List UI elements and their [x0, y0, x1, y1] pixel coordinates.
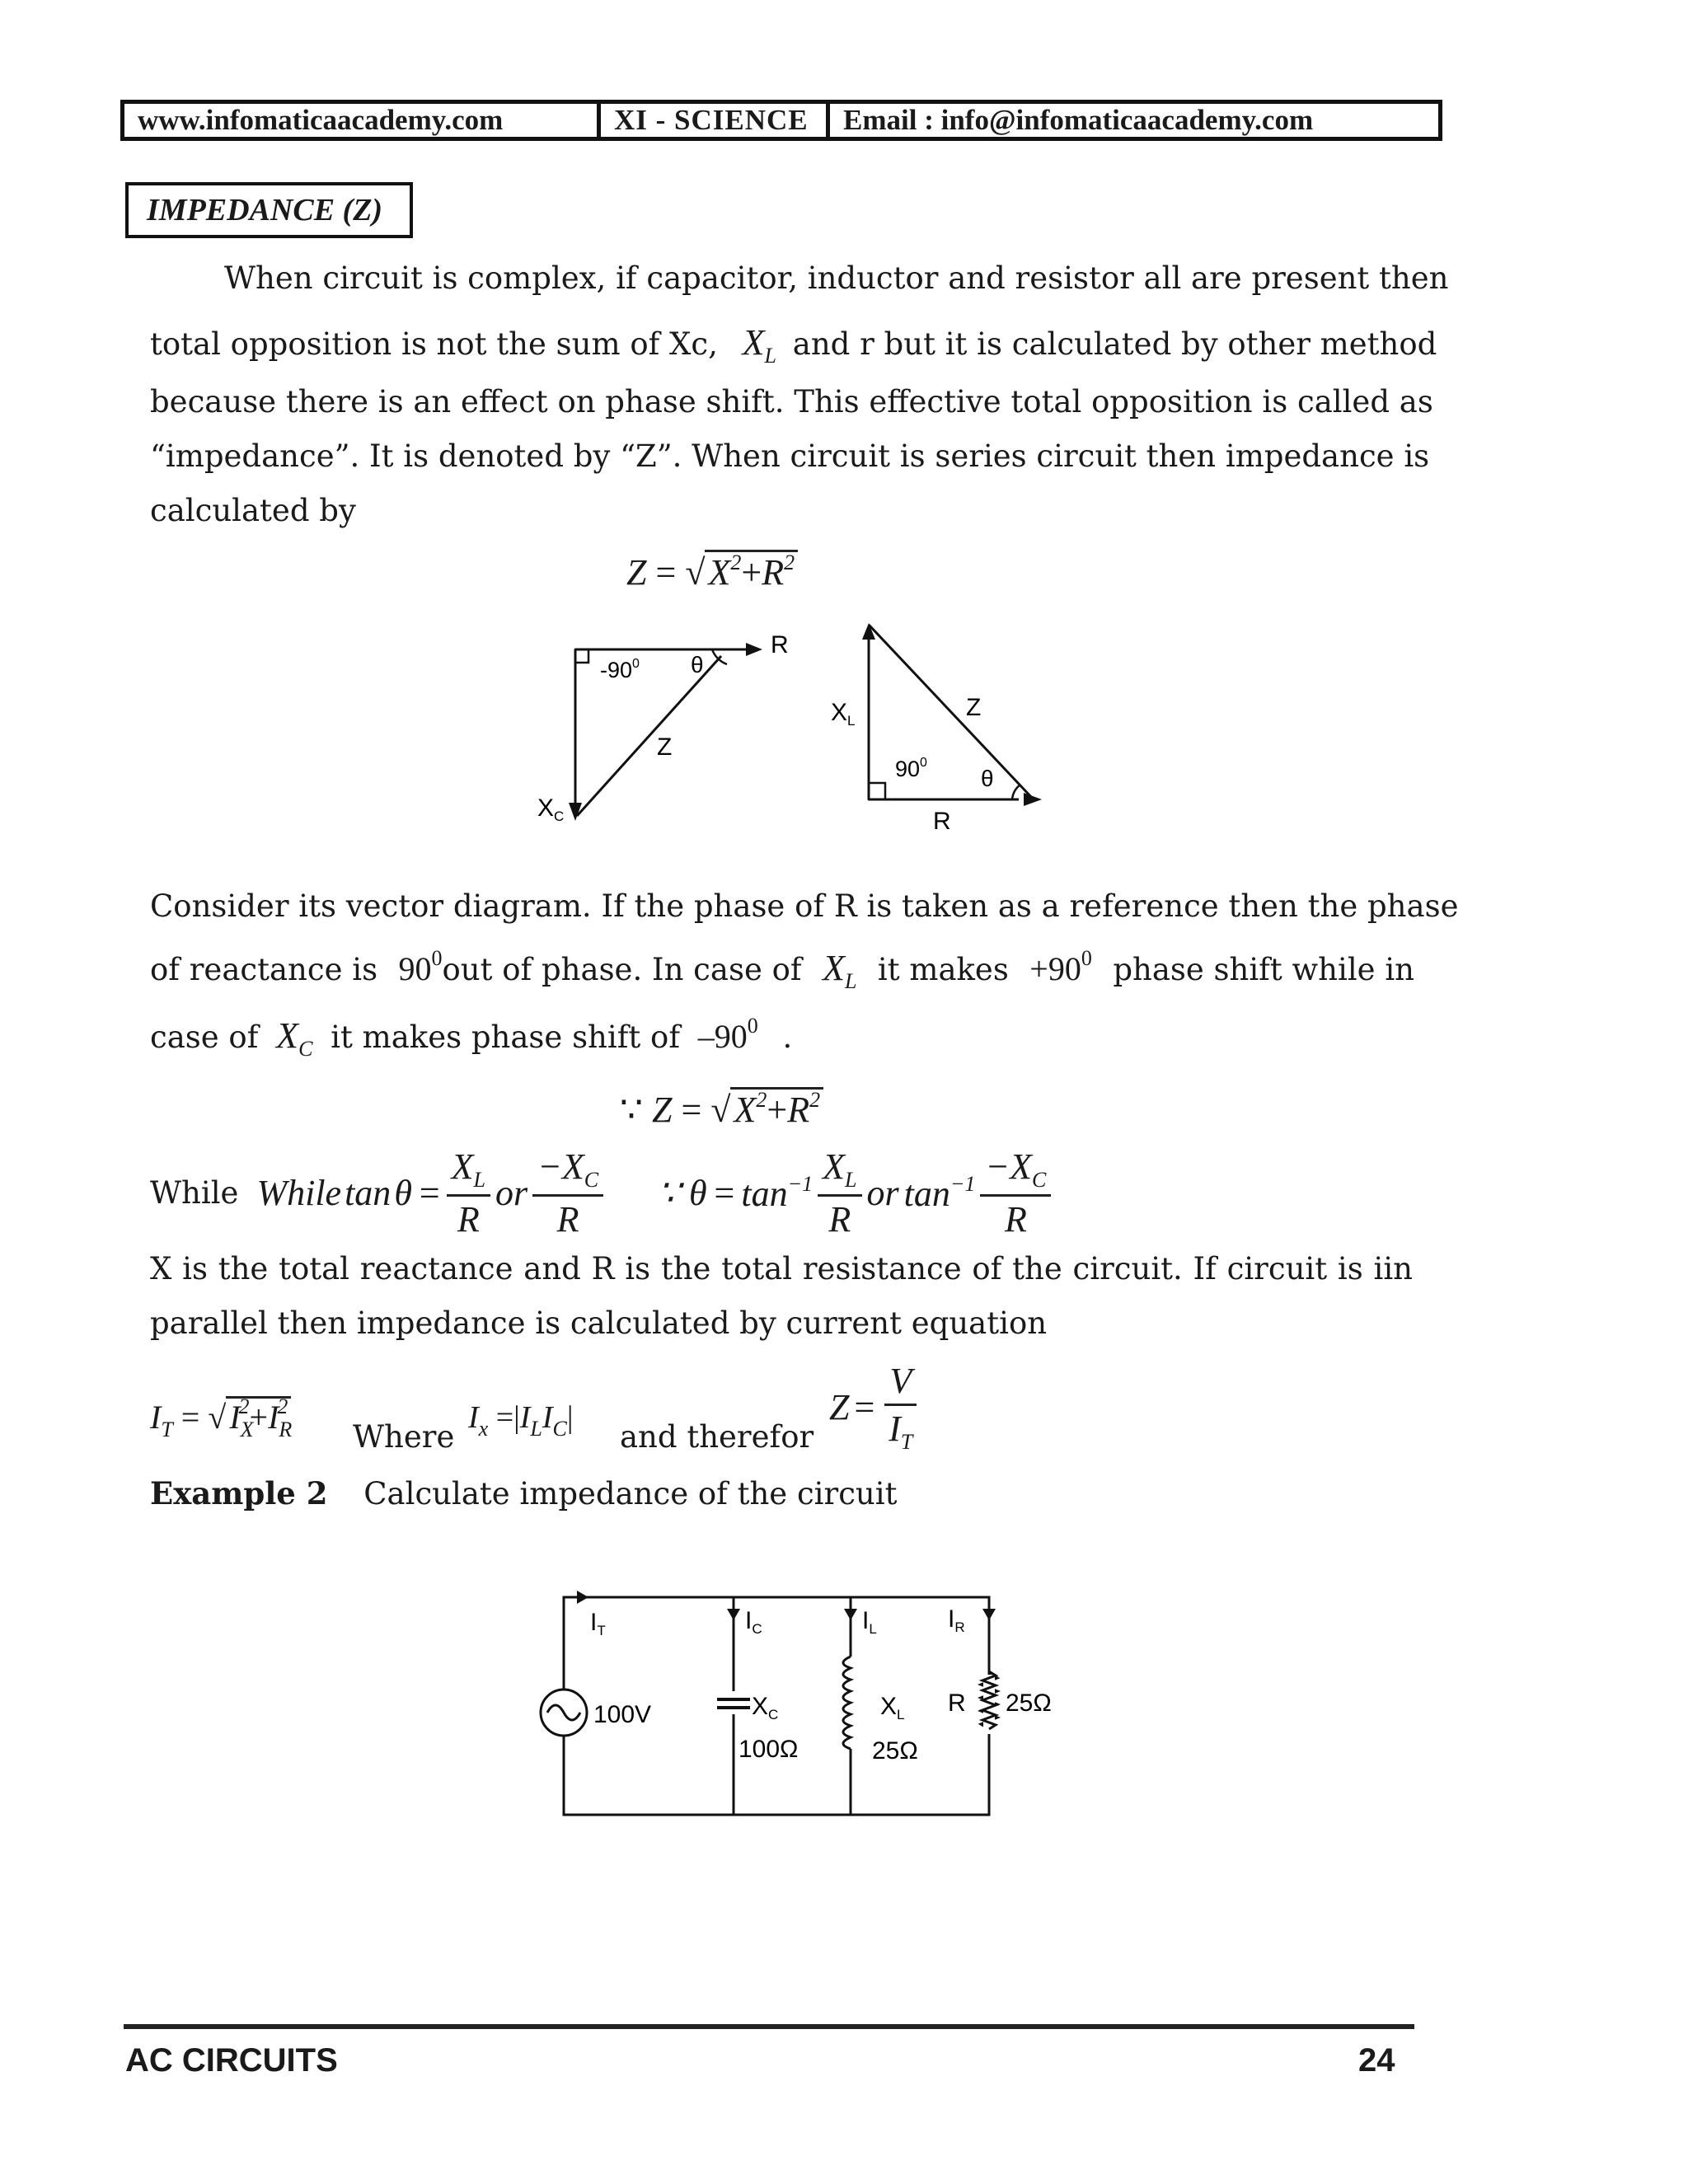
theta-symbol: θ [394, 1173, 412, 1213]
svg-text:IL [862, 1607, 877, 1637]
frac-xl-r-2 [818, 1146, 861, 1240]
formula-plus: + [741, 552, 762, 593]
frac-den-r2: R [556, 1199, 579, 1240]
il-l: L [530, 1417, 542, 1441]
inductive-vector-diagram [816, 613, 1063, 836]
label-angle-sup: 0 [632, 657, 640, 671]
label-xl: X [831, 699, 848, 726]
because-sq-1: 2 [756, 1088, 767, 1112]
right-angle-mark [575, 649, 588, 663]
it-i: I [150, 1399, 162, 1436]
it-t: T [161, 1418, 173, 1441]
label-r: R [771, 631, 789, 658]
it-label: I [590, 1609, 598, 1636]
label-angle: -90 [600, 658, 633, 682]
header-class: XI - SCIENCE [601, 104, 830, 137]
v-num: V [884, 1360, 917, 1406]
header-email: Email : info@infomaticaacademy.com [843, 104, 1314, 136]
xc-label: X [752, 1693, 769, 1720]
it-label-sub: T [597, 1623, 606, 1638]
svg-text:XL [880, 1693, 904, 1722]
label-angle-sup-right: 0 [920, 756, 927, 770]
while-label: While [150, 1175, 239, 1211]
ic-label: I [745, 1607, 753, 1634]
capacitive-vector-diagram [528, 626, 791, 841]
frac2-num-c: C [1032, 1168, 1047, 1192]
ir-i: I [268, 1399, 279, 1436]
il-label: I [862, 1607, 870, 1634]
svg-text:XC [752, 1693, 778, 1722]
footer-rule [124, 2024, 1414, 2029]
because-r: R [787, 1090, 810, 1130]
svg-text:-900 [600, 657, 640, 682]
vector-xl-symbol: $X_L$ [823, 948, 857, 993]
where-word: Where [353, 1419, 455, 1455]
formula-x: X [708, 552, 731, 593]
frac-num-mxc: −X [537, 1146, 584, 1187]
frac-num-l: L [473, 1168, 485, 1192]
vector-90: 90 [398, 950, 432, 987]
theta-arc-right [1012, 785, 1020, 799]
tan-word: tan [345, 1173, 392, 1213]
frac2-den-r2: R [1004, 1199, 1027, 1240]
ir-label: I [948, 1605, 955, 1633]
ir-r: R [279, 1418, 293, 1441]
ir-arrow [982, 1609, 996, 1620]
or-word-2: or [866, 1173, 899, 1213]
vector-line-1: Consider its vector diagram. If the phase of R is taken as a reference then the phase [150, 888, 1459, 924]
r-arrowhead [746, 643, 762, 656]
vector-l2f: phase shift while in [1113, 952, 1414, 987]
xl-value: 25Ω [872, 1737, 918, 1765]
il-i: I [519, 1400, 531, 1435]
frac-xc-r [532, 1146, 603, 1240]
tan-word-3: tan [903, 1173, 950, 1214]
because-eq: = [681, 1090, 702, 1130]
label-r-right: R [933, 808, 951, 835]
example-label: Example 2 [150, 1475, 328, 1511]
il-label-sub: L [869, 1621, 877, 1637]
xl-label-sub: L [897, 1707, 905, 1722]
il-arrow [844, 1609, 857, 1620]
while-italic: While [256, 1173, 342, 1213]
svg-text:XC [537, 794, 564, 824]
xc-label-sub: C [768, 1707, 779, 1722]
formula-sq-2: 2 [784, 551, 795, 574]
frac-den-r: R [457, 1199, 480, 1240]
svg-text:900 [895, 756, 927, 781]
vector-l2c: out of phase. In case of [442, 952, 802, 987]
because-plus: + [767, 1090, 788, 1130]
vector-line-3: case of $X_C$ it makes phase shift of $-90^0$ . [150, 1014, 793, 1061]
example-text: Calculate impedance of the circuit [363, 1476, 898, 1511]
because-sq-2: 2 [809, 1088, 821, 1112]
intro-line-3: because there is an effect on phase shift. This effective total opposition is called as [150, 384, 1433, 419]
it-den-sub: T [900, 1430, 913, 1454]
header-website: www.infomaticaacademy.com [124, 104, 601, 137]
reactance-line-1: X is the total reactance and R is the total resistance of the circuit. If circuit is iin [150, 1251, 1413, 1286]
intro-line-4: “impedance”. It is denoted by “Z”. When circuit is series circuit then impedance is [150, 438, 1430, 474]
label-xc: X [537, 794, 555, 822]
label-z: Z [657, 733, 673, 761]
svg-text:IT [590, 1609, 606, 1638]
svg-text:IR [948, 1605, 965, 1635]
intro-line-5: calculated by [150, 493, 356, 528]
vector-xc-symbol: $X_C$ [276, 1015, 313, 1061]
r-label: R [948, 1690, 966, 1717]
ix-sub: x [478, 1417, 489, 1441]
right-angle-mark-right [869, 783, 885, 799]
ix-i: I [229, 1399, 241, 1436]
vector-period: . [782, 1019, 793, 1055]
intro-line-2 [150, 321, 1437, 368]
z-hypotenuse-right [869, 625, 1032, 798]
r-arrowhead-right [1024, 793, 1042, 806]
because-formula: ∵ $Z = √X^2+R^2$ [620, 1088, 823, 1131]
frac-num-c: C [584, 1168, 599, 1192]
or-word-1: or [495, 1173, 528, 1213]
formula-eq: = [655, 552, 677, 593]
example-line [150, 1475, 897, 1511]
frac2-num-x: X [823, 1146, 846, 1187]
intro-line-1: When circuit is complex, if capacitor, inductor and resistor all are present then [224, 260, 1449, 296]
frac-xl-r [447, 1146, 490, 1240]
ix-x: X [240, 1418, 254, 1441]
r-value: 25Ω [1006, 1690, 1052, 1717]
theta-symbol-2: θ [689, 1173, 707, 1213]
label-z-right: Z [966, 694, 982, 721]
ic-arrow [727, 1609, 740, 1620]
label-angle-right: 90 [895, 757, 921, 781]
intro-line-2a: total opposition is not the sum of Xc, [150, 326, 718, 362]
xl-label: X [880, 1693, 898, 1720]
label-xl-sub: L [847, 713, 856, 729]
formula-z: Z [626, 552, 647, 593]
frac2-den-r: R [828, 1199, 851, 1240]
vector-l2d: it makes [877, 952, 1009, 987]
source-voltage: 100V [593, 1701, 652, 1728]
formula-sq-1: 2 [730, 551, 742, 574]
ic-c: C [552, 1417, 567, 1441]
because-symbol-2: ∵ [658, 1173, 682, 1213]
label-theta-right: θ [981, 766, 994, 791]
vector-line-2: of reactance is $90^0out$ of phase. In case of $X_L$ it makes $+90^0$ phase shift while in [150, 946, 1414, 993]
footer-title: AC CIRCUITS [125, 2042, 338, 2079]
vector-l3b: it makes phase shift of [331, 1019, 681, 1055]
z-hypotenuse [577, 656, 721, 816]
page-header [120, 100, 1442, 141]
it-formula: $I_T$ = √ $I_X^2+I_R^2$ [150, 1394, 293, 1441]
because-z: Z [652, 1090, 673, 1130]
vector-l2a: of reactance is [150, 952, 378, 987]
formula-r: R [762, 552, 785, 593]
tan-formula-line: While While tan θ = $\frac{X_L}{R}$ or $\frac{-X_C}{R}$ ∵ θ = $\tan^{-1}$ $\frac{X_L}{R}$ or $\tan^{-1}$ $\frac{-X_C}{R}$ [150, 1146, 1056, 1240]
svg-text:IC [745, 1607, 762, 1637]
ic-label-sub: C [752, 1621, 762, 1637]
ix-formula: $I_x =|I_LI_C|$ [468, 1400, 574, 1441]
tan-word-2: tan [741, 1173, 788, 1214]
ix-sq: 2 [238, 1394, 250, 1418]
label-xc-sub: C [554, 808, 565, 824]
ix-main: I [468, 1400, 479, 1435]
reactance-line-2: parallel then impedance is calculated by current equation [150, 1305, 1048, 1341]
frac2-num-mxc: −X [985, 1146, 1032, 1187]
frac-num-x: X [451, 1146, 474, 1187]
vector-l3a: case of [150, 1019, 259, 1055]
vector-plus90: +90 [1029, 950, 1081, 987]
vector-minus90: –90 [697, 1018, 748, 1055]
z-symbol: Z [829, 1387, 850, 1427]
and-therefor: and therefor [620, 1419, 814, 1455]
frac2-num-l: L [845, 1168, 857, 1192]
it-arrow [577, 1591, 588, 1604]
page-number: 24 [1358, 2042, 1395, 2079]
frac-xc-r-2 [980, 1146, 1051, 1240]
impedance-formula: $Z = √X^2+R^2$ [626, 551, 798, 593]
inv-sup-2: −1 [950, 1171, 976, 1196]
inv-sup-1: −1 [787, 1171, 814, 1196]
ir-sq: 2 [277, 1394, 288, 1418]
xc-value: 100Ω [738, 1736, 799, 1763]
it-den: I [889, 1408, 901, 1449]
inductor-coil [843, 1657, 851, 1749]
z-formula: Z = $\frac{V}{I_T}$ [829, 1360, 921, 1455]
ic-i: I [542, 1400, 553, 1435]
intro-line-2b: and r but it is calculated by other method [792, 326, 1437, 362]
parallel-formula-line [150, 1360, 1436, 1459]
xl-symbol: $X_L$ [742, 322, 776, 368]
label-theta: θ [691, 652, 704, 677]
section-title: IMPEDANCE (Z) [125, 182, 413, 238]
svg-text:XL [831, 699, 855, 729]
ir-label-sub: R [954, 1619, 965, 1635]
because-x: X [734, 1090, 757, 1130]
because-symbol: ∵ [620, 1090, 643, 1130]
parallel-circuit-diagram [528, 1582, 1071, 1830]
